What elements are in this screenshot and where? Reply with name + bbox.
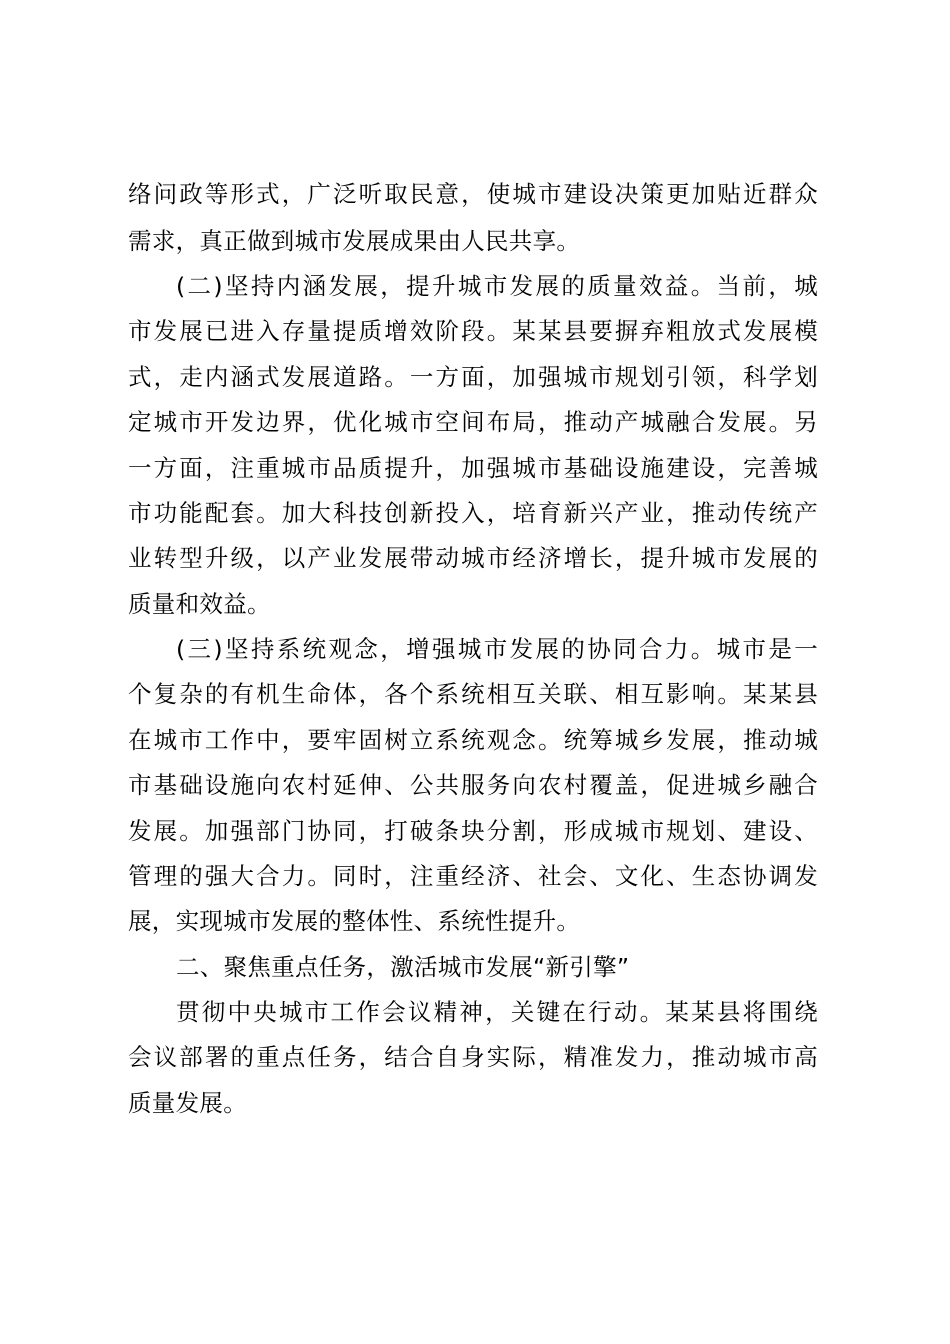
text-line: 一方面，注重城市品质提升，加强城市基础设施建设，完善城 xyxy=(128,454,818,482)
text-line: 业转型升级，以产业发展带动城市经济增长，提升城市发展的 xyxy=(128,544,818,572)
text-line: 式，走内涵式发展道路。一方面，加强城市规划引领，科学划 xyxy=(128,363,818,391)
text-line: 定城市开发边界，优化城市空间布局，推动产城融合发展。另 xyxy=(128,408,818,436)
text-line: 市功能配套。加大科技创新投入，培育新兴产业，推动传统产 xyxy=(128,499,818,527)
text-line: 展，实现城市发展的整体性、系统性提升。 xyxy=(128,907,581,935)
chapter-heading: 二、聚焦重点任务，激活城市发展“新引擎” xyxy=(176,953,630,981)
text-line: 管理的强大合力。同时，注重经济、社会、文化、生态协调发 xyxy=(128,862,818,890)
text-line: 市发展已进入存量提质增效阶段。某某县要摒弃粗放式发展模 xyxy=(128,317,818,345)
text-line: 需求，真正做到城市发展成果由人民共享。 xyxy=(128,227,581,255)
text-line: 络问政等形式，广泛听取民意，使城市建设决策更加贴近群众 xyxy=(128,180,818,208)
text-line: 质量和效益。 xyxy=(128,590,271,618)
section-heading-line: (二)坚持内涵发展，提升城市发展的质量效益。当前，城 xyxy=(176,272,818,300)
text-line: 质量发展。 xyxy=(128,1089,247,1117)
text-line: 会议部署的重点任务，结合自身实际，精准发力，推动城市高 xyxy=(128,1043,818,1071)
text-line: 发展。加强部门协同，打破条块分割，形成城市规划、建设、 xyxy=(128,817,818,845)
section-heading-line: (三)坚持系统观念，增强城市发展的协同合力。城市是一 xyxy=(176,635,818,663)
text-line: 个复杂的有机生命体，各个系统相互关联、相互影响。某某县 xyxy=(128,680,818,708)
text-line: 在城市工作中，要牢固树立系统观念。统筹城乡发展，推动城 xyxy=(128,726,818,754)
text-line: 贯彻中央城市工作会议精神，关键在行动。某某县将围绕 xyxy=(176,998,818,1026)
text-line: 市基础设施向农村延伸、公共服务向农村覆盖，促进城乡融合 xyxy=(128,771,818,799)
